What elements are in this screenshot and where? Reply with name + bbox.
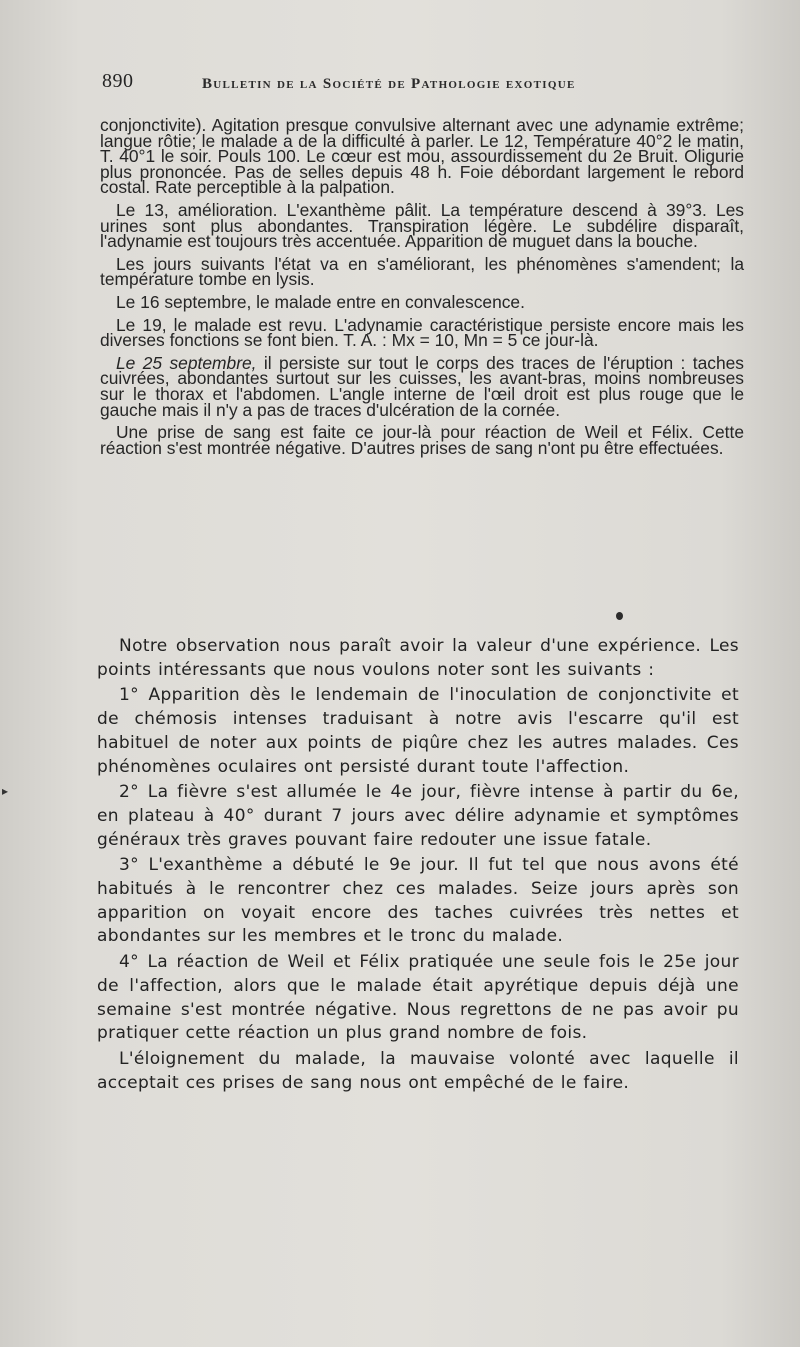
case-paragraph: Le 19, le malade est revu. L'adynamie caractéristique persiste encore mais les diverses fonctions se font bien. T. A. : Mx = 10, Mn = 5 ce jour-là. [100, 314, 744, 351]
discussion-point: 1° Apparition dès le lendemain de l'inoculation de conjonctivite et de chémosis intenses traduisant à notre avis l'escarre qu'il est habituel de noter aux points de piqûre chez les autres malades. Ces phénomènes oculaires ont persisté durant toute l'affection. [97, 685, 739, 777]
discussion-point: 4° La réaction de Weil et Félix pratiquée une seule fois le 25e jour de l'affection, alors que le malade était apyrétique depuis déjà une semaine s'est montrée négative. Nous regrettons de ne pas avoir pu pratiquer cette réaction un plus grand nombre de fois. [97, 952, 739, 1044]
case-paragraph: Le 16 septembre, le malade entre en convalescence. [116, 291, 525, 312]
case-notes [100, 115, 744, 463]
page-header [102, 70, 742, 106]
page-number: 890 [102, 70, 134, 92]
margin-mark: ▸ [2, 784, 9, 798]
case-paragraph: Les jours suivants l'état va en s'améliorant, les phénomènes s'amendent; la température tombe en lysis. [100, 253, 744, 290]
case-paragraph-text: il persiste sur tout le corps des traces de l'éruption : taches cuivrées, abondantes surtout sur les cuisses, les avant-bras, moins nombreuses sur le thorax et l'abdomen. L'angle interne de l'œil droit est plus rouge que le gauche mais il n'y a pas de traces d'ulcération de la cornée. [100, 352, 744, 420]
discussion [97, 635, 739, 1097]
discussion-intro: Notre observation nous paraît avoir la valeur d'une expérience. Les points intéressants que nous voulons noter sont les suivants : [97, 636, 739, 680]
discussion-closing: L'éloignement du malade, la mauvaise volonté avec laquelle il acceptait ces prises de sang nous ont empêché de le faire. [97, 1048, 739, 1093]
case-paragraph [100, 352, 744, 420]
case-paragraph: Le 13, amélioration. L'exanthème pâlit. La température descend à 39°3. Les urines sont plus abondantes. Transpiration légère. Le subdélire disparaît, l'adynamie est toujours très accentuée. Apparition de muguet dans la bouche. [100, 199, 744, 252]
running-title: Bulletin de la Société de Pathologie exotique [202, 76, 576, 92]
discussion-point: 3° L'exanthème a débuté le 9e jour. Il fut tel que nous avons été habitués à le rencontrer chez ces malades. Seize jours après son apparition on voyait encore des taches cuivrées très nettes et abondantes sur les membres et le tronc du malade. [97, 855, 739, 947]
section-separator-dot [616, 612, 623, 620]
case-paragraph: Une prise de sang est faite ce jour-là pour réaction de Weil et Félix. Cette réaction s'est montrée négative. D'autres prises de sang n'ont pu être effectuées. [100, 422, 744, 458]
case-paragraph: conjonctivite). Agitation presque convulsive alternant avec une adynamie extrême; langue rôtie; le malade a de la difficulté à parler. Le 12, Température 40°2 le matin, T. 40°1 le soir. Pouls 100. Le cœur est mou, assourdissement du 2e Bruit. Oligurie plus prononcée. Pas de selles depuis 48 h. Foie débordant largement le rebord costal. Rate perceptible à la palpation. [100, 115, 744, 198]
date-italic: Le 25 septembre, [116, 352, 257, 373]
discussion-point: 2° La fièvre s'est allumée le 4e jour, fièvre intense à partir du 6e, en plateau à 40° durant 7 jours avec délire adynamie et symptômes généraux très graves pouvant faire redouter une issue fatale. [97, 782, 739, 850]
